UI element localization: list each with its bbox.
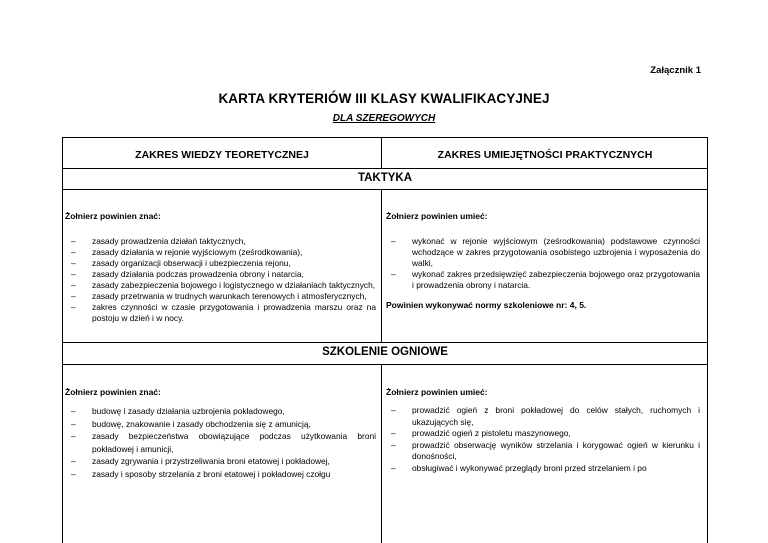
section-title-szkolenie: SZKOLENIE OGNIOWE xyxy=(322,346,448,358)
column-divider-taktyka xyxy=(381,189,382,343)
szkolenie-row-border xyxy=(62,364,708,365)
list-item: – zasady organizacji obserwacji i ubezpieczenia rejonu, xyxy=(66,258,376,269)
column-divider-szkolenie xyxy=(381,364,382,543)
list-item: – budowę, znakowanie i zasady obchodzenia się z amunicją, xyxy=(66,418,376,431)
list-item: – wykonać w rejonie wyjściowym (ześrodkowania) podstawowe czynności wchodzące w zakres przygotowania osobistego uzbrojenia i wyposażenia do walki, xyxy=(386,236,700,269)
annex-label: Załącznik 1 xyxy=(650,65,701,76)
list-item: – zasady zgrywania i przystrzeliwania broni etatowej i pokładowej, xyxy=(66,455,376,468)
szkolenie-know-lead: Żołnierz powinien znać: xyxy=(65,387,161,397)
list-item: – prowadzić ogień z broni pokładowej do celów stałych, ruchomych i ukazujących się, xyxy=(386,405,700,428)
list-item: – zasady prowadzenia działań taktycznych, xyxy=(66,236,376,247)
list-item: – zasady bezpieczeństwa obowiązujące podczas użytkowania broni pokładowej i amunicji, xyxy=(66,430,376,455)
taktyka-know-lead: Żołnierz powinien znać: xyxy=(65,211,161,221)
table-right-border xyxy=(707,137,708,543)
document-subtitle: DLA SZEREGOWYCH xyxy=(332,113,436,124)
list-item: – zasady przetrwania w trudnych warunkach terenowych i atmosferycznych, xyxy=(66,291,376,302)
taktyka-norms: Powinien wykonywać normy szkoleniowe nr: 4, 5. xyxy=(386,300,587,310)
list-item: – zasady działania w rejonie wyjściowym (ześrodkowania), xyxy=(66,247,376,258)
list-item: – zasady działania podczas prowadzenia obrony i natarcia, xyxy=(66,269,376,280)
header-row-border xyxy=(62,168,708,169)
table-left-border xyxy=(62,137,63,543)
list-item: – prowadzić ogień z pistoletu maszynowego, xyxy=(386,428,700,440)
table-top-border xyxy=(62,137,708,138)
taktyka-row-border xyxy=(62,189,708,190)
document-title: KARTA KRYTERIÓW III KLASY KWALIFIKACYJNEJ xyxy=(218,91,550,106)
szkolenie-skills-list xyxy=(386,405,700,474)
list-item: – prowadzić obserwację wyników strzelania i korygować ogień w kierunku i donośności, xyxy=(386,440,700,463)
column-heading-practice: ZAKRES UMIEJĘTNOŚCI PRAKTYCZNYCH xyxy=(437,149,653,161)
szkolenie-knowledge-list xyxy=(66,405,376,480)
list-item: – budowę i zasady działania uzbrojenia pokładowego, xyxy=(66,405,376,418)
section-title-taktyka: TAKTYKA xyxy=(357,172,413,184)
list-item: – obsługiwać i wykonywać przeglądy broni przed strzelaniem i po xyxy=(386,463,700,475)
list-item: – zasady i sposoby strzelania z broni etatowej i pokładowej czołgu xyxy=(66,468,376,481)
list-item: – wykonać zakres przedsięwzięć zabezpieczenia bojowego oraz przygotowania i prowadzenia obrony i natarcia. xyxy=(386,269,700,291)
column-heading-theory: ZAKRES WIEDZY TEORETYCZNEJ xyxy=(135,149,309,161)
list-item: – zasady zabezpieczenia bojowego i logistycznego w działaniach taktycznych, xyxy=(66,280,376,291)
szkolenie-can-lead: Żołnierz powinien umieć: xyxy=(386,387,488,397)
taktyka-skills-list xyxy=(386,236,700,291)
taktyka-can-lead: Żołnierz powinien umieć: xyxy=(386,211,488,221)
taktyka-knowledge-list xyxy=(66,236,376,324)
szkolenie-top-border xyxy=(62,342,708,343)
list-item: – zakres czynności w czasie przygotowania i prowadzenia marszu oraz na postoju w dzień i w nocy. xyxy=(66,302,376,324)
